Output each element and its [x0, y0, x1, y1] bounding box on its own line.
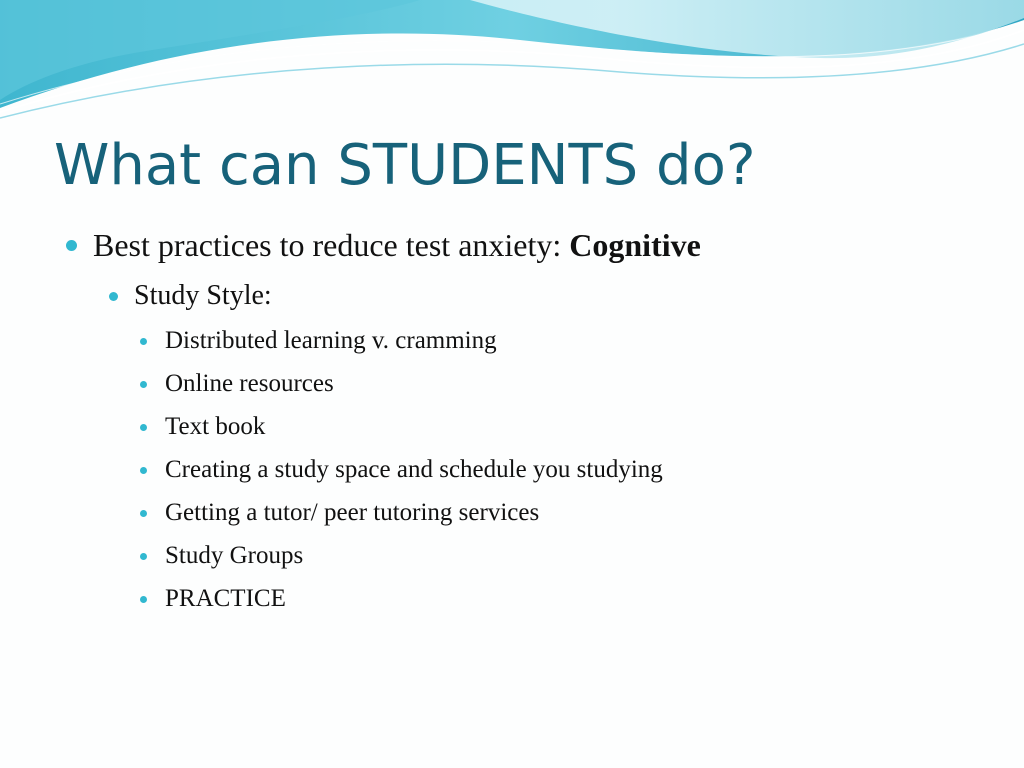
- bullet-dot-icon: [140, 381, 147, 388]
- bullet-dot-icon: [140, 510, 147, 517]
- bullet-dot-icon: [140, 596, 147, 603]
- bullet-dot-icon: [140, 424, 147, 431]
- bullet-level3-item: PRACTICE: [165, 585, 286, 612]
- bullet-level3-item: Study Groups: [165, 542, 304, 569]
- bullet-dot-icon: [66, 240, 77, 251]
- bullet-level3-item: Getting a tutor/ peer tutoring services: [165, 499, 540, 526]
- bullet-level1: [93, 225, 701, 265]
- bullet-level3-item: Text book: [165, 413, 266, 440]
- bullet-level2: Study Style:: [134, 280, 272, 311]
- bullet-level1-text: Best practices to reduce test anxiety:: [93, 227, 570, 263]
- bullet-level3-item: Online resources: [165, 370, 334, 397]
- bullet-level3-item: Distributed learning v. cramming: [165, 327, 497, 354]
- bullet-dot-icon: [140, 338, 147, 345]
- bullet-dot-icon: [140, 553, 147, 560]
- bullet-dot-icon: [109, 292, 118, 301]
- bullet-level1-emphasis: Cognitive: [569, 227, 701, 263]
- bullet-level3-item: Creating a study space and schedule you studying: [165, 456, 663, 483]
- bullet-dot-icon: [140, 467, 147, 474]
- slide-title: What can STUDENTS do?: [54, 133, 756, 198]
